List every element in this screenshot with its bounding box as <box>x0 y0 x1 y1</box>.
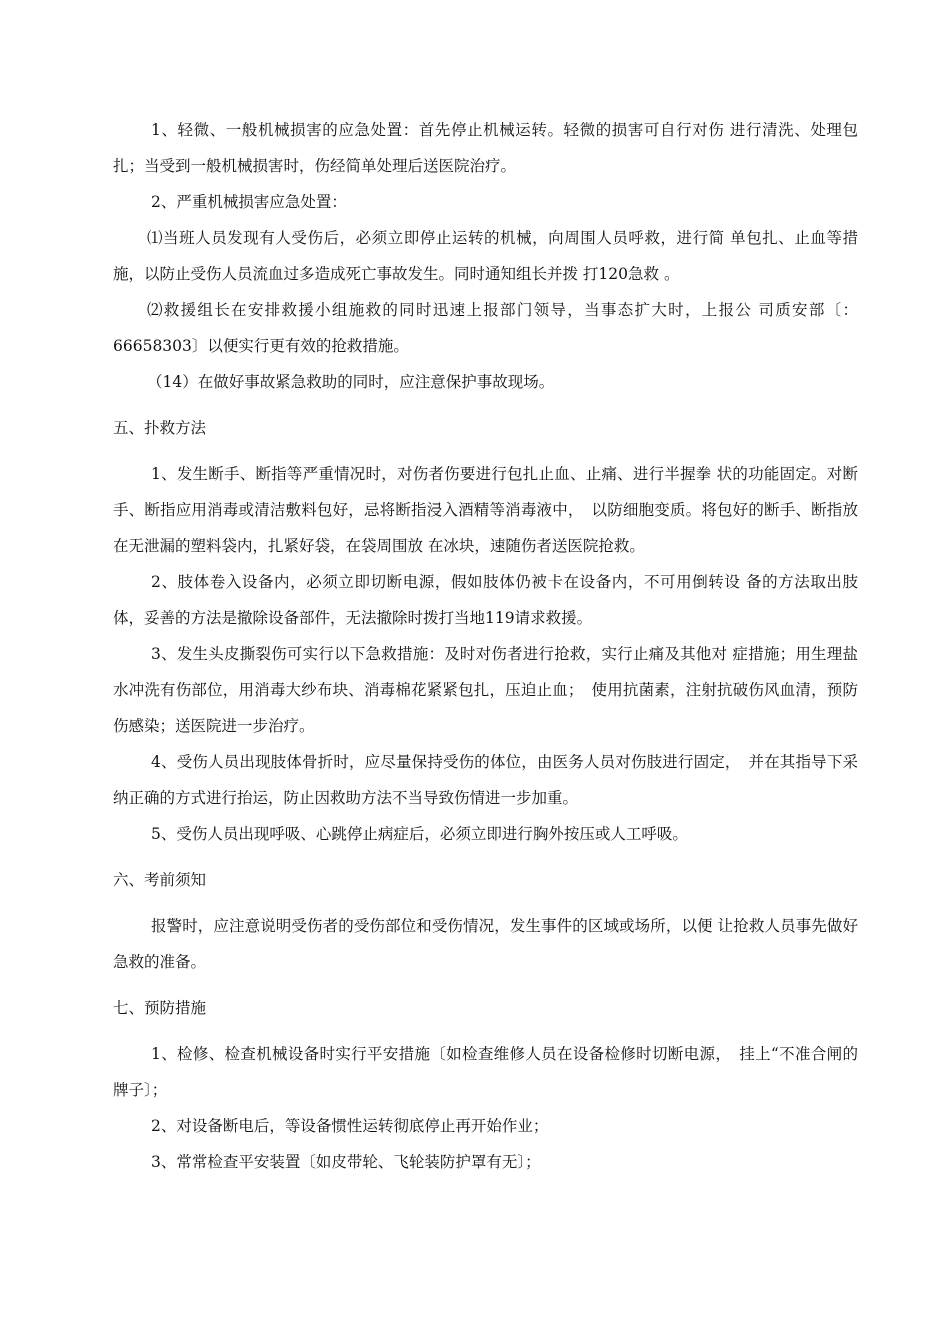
section5-paragraph-3: 3、发生头皮撕裂伤可实行以下急救措施：及时对伤者进行抢救，实行止痛及其他对 症措施；用生理盐水冲洗有伤部位，用消毒大纱布块、消毒棉花紧紧包扎，压迫止血； 使用抗菌素，注射抗破伤风血清，预防伤感染；送医院进一步治疗。 <box>113 645 858 735</box>
section4-paragraph-5: （14）在做好事故紧急救助的同时，应注意保护事故现场。 <box>147 373 555 391</box>
section7-heading: 七、预防措施 <box>113 999 207 1017</box>
section5-paragraph-2: 2、肢体卷入设备内，必须立即切断电源，假如肢体仍被卡在设备内，不可用倒转设 备的方法取出肢体，妥善的方法是撤除设备部件，无法撤除时拨打当地119请求救援。 <box>113 573 858 627</box>
section4-paragraph-1: 1、轻微、一般机械损害的应急处置：首先停止机械运转。轻微的损害可自行对伤 进行清洗、处理包扎；当受到一般机械损害时，伤经简单处理后送医院治疗。 <box>113 121 858 175</box>
section6-heading: 六、考前须知 <box>113 871 207 889</box>
section4-paragraph-2: 2、严重机械损害应急处置： <box>151 193 347 211</box>
section4-paragraph-3: ⑴当班人员发现有人受伤后，必须立即停止运转的机械，向周围人员呼救，进行简 单包扎、止血等措施，以防止受伤人员流血过多造成死亡事故发生。同时通知组长并拨 打120急救 。 <box>113 229 858 283</box>
section6-paragraph-1: 报警时，应注意说明受伤者的受伤部位和受伤情况，发生事件的区域或场所，以便 让抢救人员事先做好急救的准备。 <box>113 917 858 971</box>
section5-paragraph-4: 4、受伤人员出现肢体骨折时，应尽量保持受伤的体位，由医务人员对伤肢进行固定， 并在其指导下采纳正确的方式进行抬运，防止因救助方法不当导致伤情进一步加重。 <box>113 753 858 807</box>
section7-paragraph-2: 2、对设备断电后，等设备惯性运转彻底停止再开始作业； <box>151 1117 549 1135</box>
section4-paragraph-4: ⑵救援组长在安排救援小组施救的同时迅速上报部门领导，当事态扩大时，上报公 司质安部〔：66658303〕以便实行更有效的抢救措施。 <box>113 301 858 355</box>
section7-paragraph-1: 1、检修、检查机械设备时实行平安措施〔如检查维修人员在设备检修时切断电源， 挂上“不准合闸的牌子〕； <box>113 1045 858 1099</box>
document-page <box>113 112 858 1180</box>
section5-paragraph-5: 5、受伤人员出现呼吸、心跳停止病症后，必须立即进行胸外按压或人工呼吸。 <box>151 825 688 843</box>
section7-paragraph-3: 3、常常检查平安装置〔如皮带轮、飞轮装防护罩有无〕； <box>151 1153 541 1171</box>
section5-paragraph-1: 1、发生断手、断指等严重情况时，对伤者伤要进行包扎止血、止痛、进行半握拳 状的功能固定。对断手、断指应用消毒或清洁敷料包好，忌将断指浸入酒精等消毒液中， 以防细胞变质。将包好的断手、断指放在无泄漏的塑料袋内，扎紧好袋，在袋周围放 在冰块，速随伤者送医院抢救。 <box>113 465 858 555</box>
section5-heading: 五、扑救方法 <box>113 419 207 437</box>
